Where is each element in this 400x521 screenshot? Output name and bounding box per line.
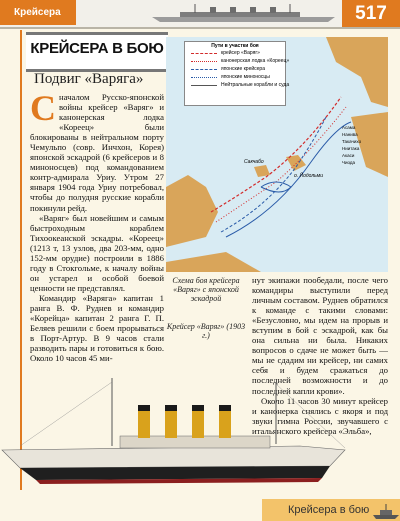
varyag-route: [211, 97, 341, 212]
article-title: КРЕЙСЕРА В БОЮ: [30, 40, 164, 57]
legend-item: крейсер «Варяг»: [185, 50, 285, 58]
map-label: Чиода: [342, 160, 356, 165]
legend-item: японские миноносцы: [185, 74, 285, 82]
article-title-box: [26, 32, 168, 72]
page-number: 517: [342, 0, 400, 27]
warship-icon: [372, 503, 400, 521]
article-subtitle: Подвиг «Варяга»: [34, 71, 144, 87]
paragraph: Около 11 часов 30 минут крейсер и канонерка снялись с якоря и под звуки гимна России, звучавшего с итальянского крейсера «Эльба»,: [252, 395, 388, 436]
map-label: Нанива: [342, 132, 358, 137]
cruiser-varyag-illustration: [0, 378, 360, 503]
legend-item: Нейтральные корабли и суда: [185, 82, 285, 90]
map-label: Сакчабо: [244, 159, 264, 165]
section-tab: Крейсера: [0, 0, 76, 25]
paragraph: «Варяг» был новейшим и самым быстроходным кораблем Тихоокеанской эскадры. «Кореец» (1213 т, 13 узлов, два 203-мм, одно 152-мм орудие) построили в 1886 году в Стокгольме, к началу войны он устарел и особой боевой ценности не представлял.: [30, 212, 164, 293]
land-mass: [166, 252, 261, 272]
koreets-route: [216, 107, 346, 222]
drop-cap: С: [30, 88, 56, 128]
text-column-1: [30, 88, 164, 364]
map-legend: [184, 41, 290, 106]
footer-text: Крейсера в бою: [288, 504, 370, 516]
paragraph: Командир «Варяга» капитан 1 ранга В. Ф. Руднев и командир «Корейца» капитан 2 ранга Г. П. Беляев решили с боем прорываться в Порт-Артур. В 9 часов стали разводить пары и готовиться к бою. Около 10 часов 45 ми-: [30, 292, 164, 364]
japan-loop: [261, 182, 291, 192]
warship-icon: [150, 4, 340, 24]
top-bar: [0, 0, 400, 29]
legend-item: японские крейсера: [185, 66, 285, 74]
map-label: о. Йодольми: [294, 173, 324, 179]
land-mass: [351, 112, 388, 177]
legend-title: Пути в участки боя: [211, 43, 259, 49]
legend-item: канонерская лодка «Кореец»: [185, 58, 285, 66]
ship-caption: Крейсер «Варяг» (1903 г.): [166, 322, 246, 340]
paragraph: нут экипажи пообедали, после чего командиры выступили перед личным составом. Руднев обратился к команде с такими словами: «Безусловно, мы идем на прорыв и вступим в бой с эскадрой, как бы она сильна ни была. Никаких вопросов о сдаче не может быть — мы не сдадим ни крейсер, ни самих себя и будем сражаться до последней возможности и до последней капли крови».: [252, 275, 388, 396]
map-label: Асама: [342, 125, 356, 130]
land-mass: [326, 37, 388, 107]
map-label: Такачихо: [342, 139, 362, 144]
paragraph: началом Русско-японской войны крейсер «Варяг» и канонерская лодка «Кореец» были блокированы в нейтральном порту Чемульпо (совр. Инчхон, Корея) японской эскадрой (6 крейсеров и 8 миноносцев) под командованием контр-адмирала Уриу. Утром 27 января 1904 года Уриу потребовал, чтобы до полудня русские корабли покинули рейд.: [30, 92, 164, 213]
japan-route: [226, 122, 351, 237]
land-mass: [166, 175, 218, 247]
map-caption: Схема боя крейсера «Варяг» с японской эскадрой: [172, 276, 240, 303]
map-label: Акаси: [342, 153, 355, 158]
map-label: Ниитака: [342, 146, 360, 151]
